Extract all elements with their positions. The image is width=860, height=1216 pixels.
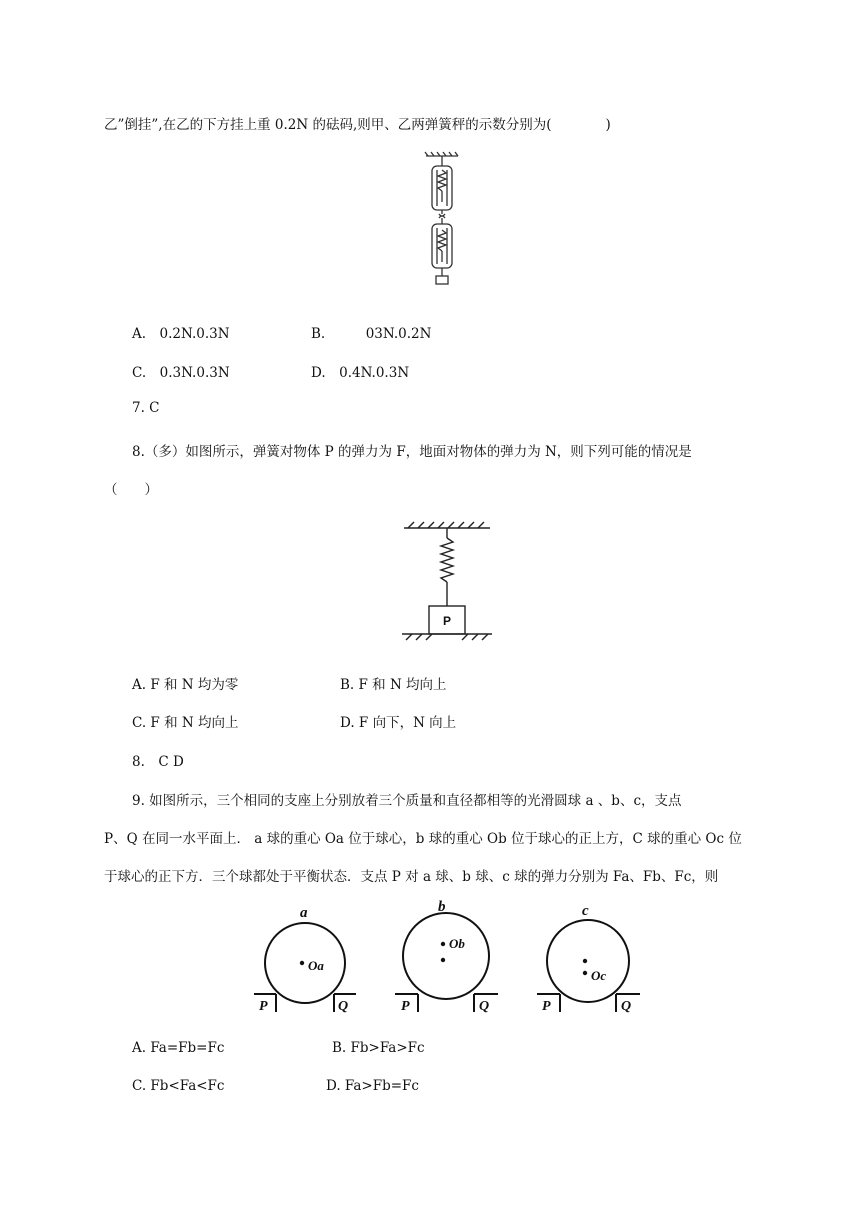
three-balls-figure: [250, 900, 650, 1018]
spring-block-figure: [400, 518, 496, 642]
ball-a-label: a: [300, 905, 308, 921]
answer-8: 8. C D: [132, 754, 184, 770]
q9-option-c: C. Fb<Fa<Fc: [132, 1078, 225, 1094]
q6-option-b: B. 03N.0.2N: [311, 326, 432, 342]
q6-option-d: D. 0.4N.0.3N: [311, 365, 410, 381]
q6-option-c: C. 0.3N.0.3N: [132, 365, 230, 381]
center-ob-label: Ob: [449, 936, 465, 951]
q9-option-a: A. Fa=Fb=Fc: [132, 1040, 225, 1056]
question-9-stem-line-3: 于球心的正下方．三个球都处于平衡状态．支点 P 对 a 球、b 球、c 球的弹力分别为 Fa、Fb、Fc，则: [104, 869, 719, 885]
support-p-label-b: P: [401, 999, 410, 1014]
q6-option-a: A. 0.2N.0.3N: [132, 326, 230, 342]
center-oc-label: Oc: [591, 968, 607, 983]
question-9-stem-line-1: 9. 如图所示，三个相同的支座上分别放着三个质量和直径都相等的光滑圆球 a 、b、c，支点: [132, 793, 682, 809]
support-q-label-b: Q: [479, 999, 490, 1014]
answer-7: 7. C: [132, 400, 160, 416]
question-6-stem-tail: 乙”倒挂”,在乙的下方挂上重 0.2N 的砝码,则甲、乙两弹簧秤的示数分别为( ): [104, 117, 611, 133]
question-8-stem-line-2: （ ）: [104, 482, 158, 498]
block-p-label: P: [442, 614, 452, 628]
ball-c-label: c: [582, 903, 589, 919]
q9-option-b: B. Fb>Fa>Fc: [332, 1040, 425, 1056]
support-q-label-a: Q: [338, 999, 349, 1014]
ball-b-label: b: [438, 899, 446, 915]
support-p-label-c: P: [542, 999, 551, 1014]
q8-option-b: B. F 和 N 均向上: [340, 677, 447, 693]
support-q-label-c: Q: [621, 999, 632, 1014]
support-p-label-a: P: [259, 999, 268, 1014]
q8-option-a: A. F 和 N 均为零: [132, 677, 239, 693]
center-oa-label: Oa: [308, 958, 324, 973]
q9-option-d: D. Fa>Fb=Fc: [326, 1078, 419, 1094]
q8-option-d: D. F 向下，N 向上: [340, 715, 457, 731]
question-8-stem-line-1: 8.（多）如图所示，弹簧对物体 P 的弹力为 F，地面对物体的弹力为 N，则下列可能的情况是: [132, 444, 692, 460]
spring-balance-figure: [412, 152, 472, 288]
question-9-stem-line-2: P、Q 在同一水平面上． a 球的重心 Oa 位于球心，b 球的重心 Ob 位于球心的正上方，C 球的重心 Oc 位: [104, 831, 742, 847]
q8-option-c: C. F 和 N 均向上: [132, 715, 239, 731]
